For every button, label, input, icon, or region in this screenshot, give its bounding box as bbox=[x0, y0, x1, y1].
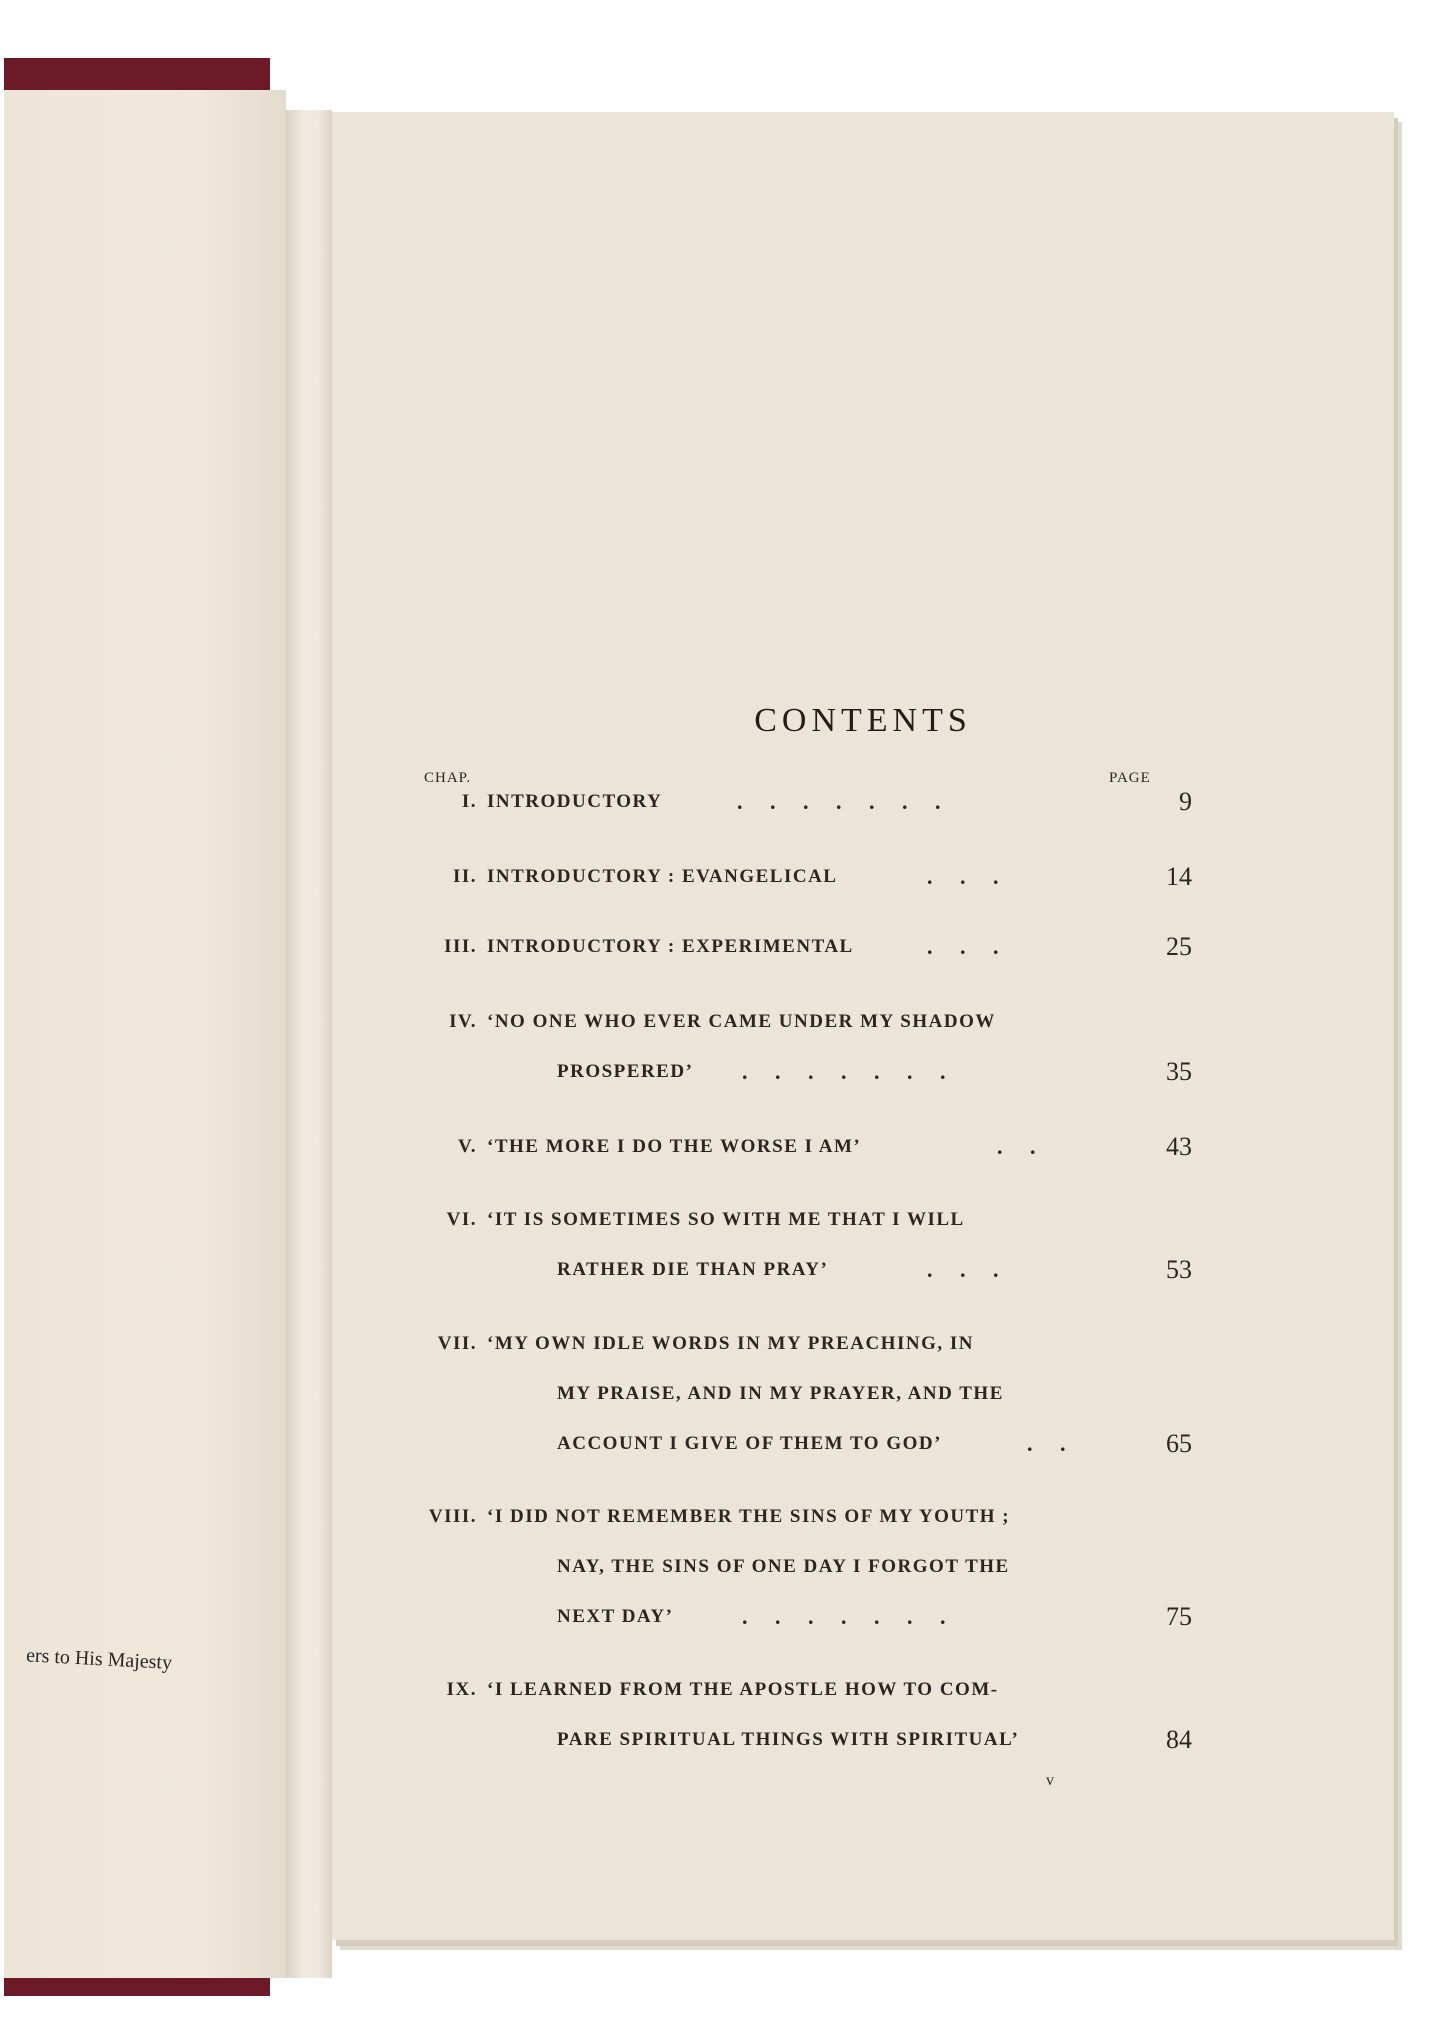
dot-leaders: . . . bbox=[927, 864, 999, 889]
chapter-title-line: PARE SPIRITUAL THINGS WITH SPIRITUAL’ bbox=[557, 1729, 1020, 1750]
dot-leaders: . . . . . . . bbox=[742, 1604, 946, 1629]
chapter-number: II. bbox=[452, 866, 477, 887]
page-number: 14 bbox=[1166, 862, 1192, 891]
chapter-title-line: ‘I DID NOT REMEMBER THE SINS OF MY YOUTH ; bbox=[487, 1506, 1011, 1527]
dot-leaders: . . bbox=[1027, 1431, 1066, 1456]
chapter-number: VIII. bbox=[428, 1506, 477, 1527]
chapter-title-line: ‘MY OWN IDLE WORDS IN MY PREACHING, IN bbox=[487, 1333, 974, 1354]
left-page bbox=[4, 90, 286, 1978]
chapter-title-line: NAY, THE SINS OF ONE DAY I FORGOT THE bbox=[557, 1556, 1010, 1577]
contents-heading: CONTENTS bbox=[754, 702, 972, 739]
folio-number: v bbox=[1046, 1772, 1054, 1789]
chapter-number: V. bbox=[457, 1136, 477, 1157]
chapter-title-line: INTRODUCTORY : EVANGELICAL bbox=[487, 866, 838, 887]
dot-leaders: . . . . . . . bbox=[742, 1059, 946, 1084]
page-number: 35 bbox=[1166, 1057, 1192, 1086]
chapter-title-line: RATHER DIE THAN PRAY’ bbox=[557, 1259, 829, 1280]
chapter-number: VII. bbox=[437, 1333, 477, 1354]
page-column-label: PAGE bbox=[1109, 770, 1151, 786]
chapter-title-line: ‘I LEARNED FROM THE APOSTLE HOW TO COM- bbox=[487, 1679, 999, 1700]
chapter-title-line: NEXT DAY’ bbox=[557, 1606, 674, 1627]
chapter-number: IV. bbox=[449, 1011, 477, 1032]
chapter-title-line: ‘THE MORE I DO THE WORSE I AM’ bbox=[487, 1136, 862, 1157]
chapter-number: III. bbox=[444, 936, 477, 957]
page-number: 43 bbox=[1166, 1132, 1192, 1161]
page-number: 75 bbox=[1166, 1602, 1192, 1631]
chapter-title-line: ‘IT IS SOMETIMES SO WITH ME THAT I WILL bbox=[487, 1209, 965, 1230]
chapter-number: VI. bbox=[446, 1209, 477, 1230]
page-number: 25 bbox=[1166, 932, 1192, 961]
chapter-number: IX. bbox=[446, 1679, 477, 1700]
chapter-title-line: ACCOUNT I GIVE OF THEM TO GOD’ bbox=[557, 1433, 942, 1454]
page-number: 84 bbox=[1166, 1725, 1192, 1754]
page-number: 53 bbox=[1166, 1255, 1192, 1284]
chapter-number: I. bbox=[461, 791, 477, 812]
chapter-title-line: INTRODUCTORY : EXPERIMENTAL bbox=[487, 936, 854, 957]
chapter-title-line: ‘NO ONE WHO EVER CAME UNDER MY SHADOW bbox=[487, 1011, 996, 1032]
dot-leaders: . . . . . . . bbox=[737, 789, 941, 814]
chapter-title-line: MY PRAISE, AND IN MY PRAYER, AND THE bbox=[557, 1383, 1004, 1404]
chap-column-label: CHAP. bbox=[424, 770, 472, 786]
page-number: 9 bbox=[1179, 787, 1192, 816]
contents-page bbox=[332, 112, 1394, 1940]
chapter-title-line: INTRODUCTORY bbox=[487, 791, 663, 812]
page-number: 65 bbox=[1166, 1429, 1192, 1458]
dot-leaders: . . . bbox=[927, 934, 999, 959]
page-gutter bbox=[286, 110, 332, 1978]
dot-leaders: . . . bbox=[927, 1257, 999, 1282]
chapter-title-line: PROSPERED’ bbox=[557, 1061, 694, 1082]
imprint-text: ers to His Majesty bbox=[25, 1644, 173, 1674]
dot-leaders: . . bbox=[997, 1134, 1036, 1159]
